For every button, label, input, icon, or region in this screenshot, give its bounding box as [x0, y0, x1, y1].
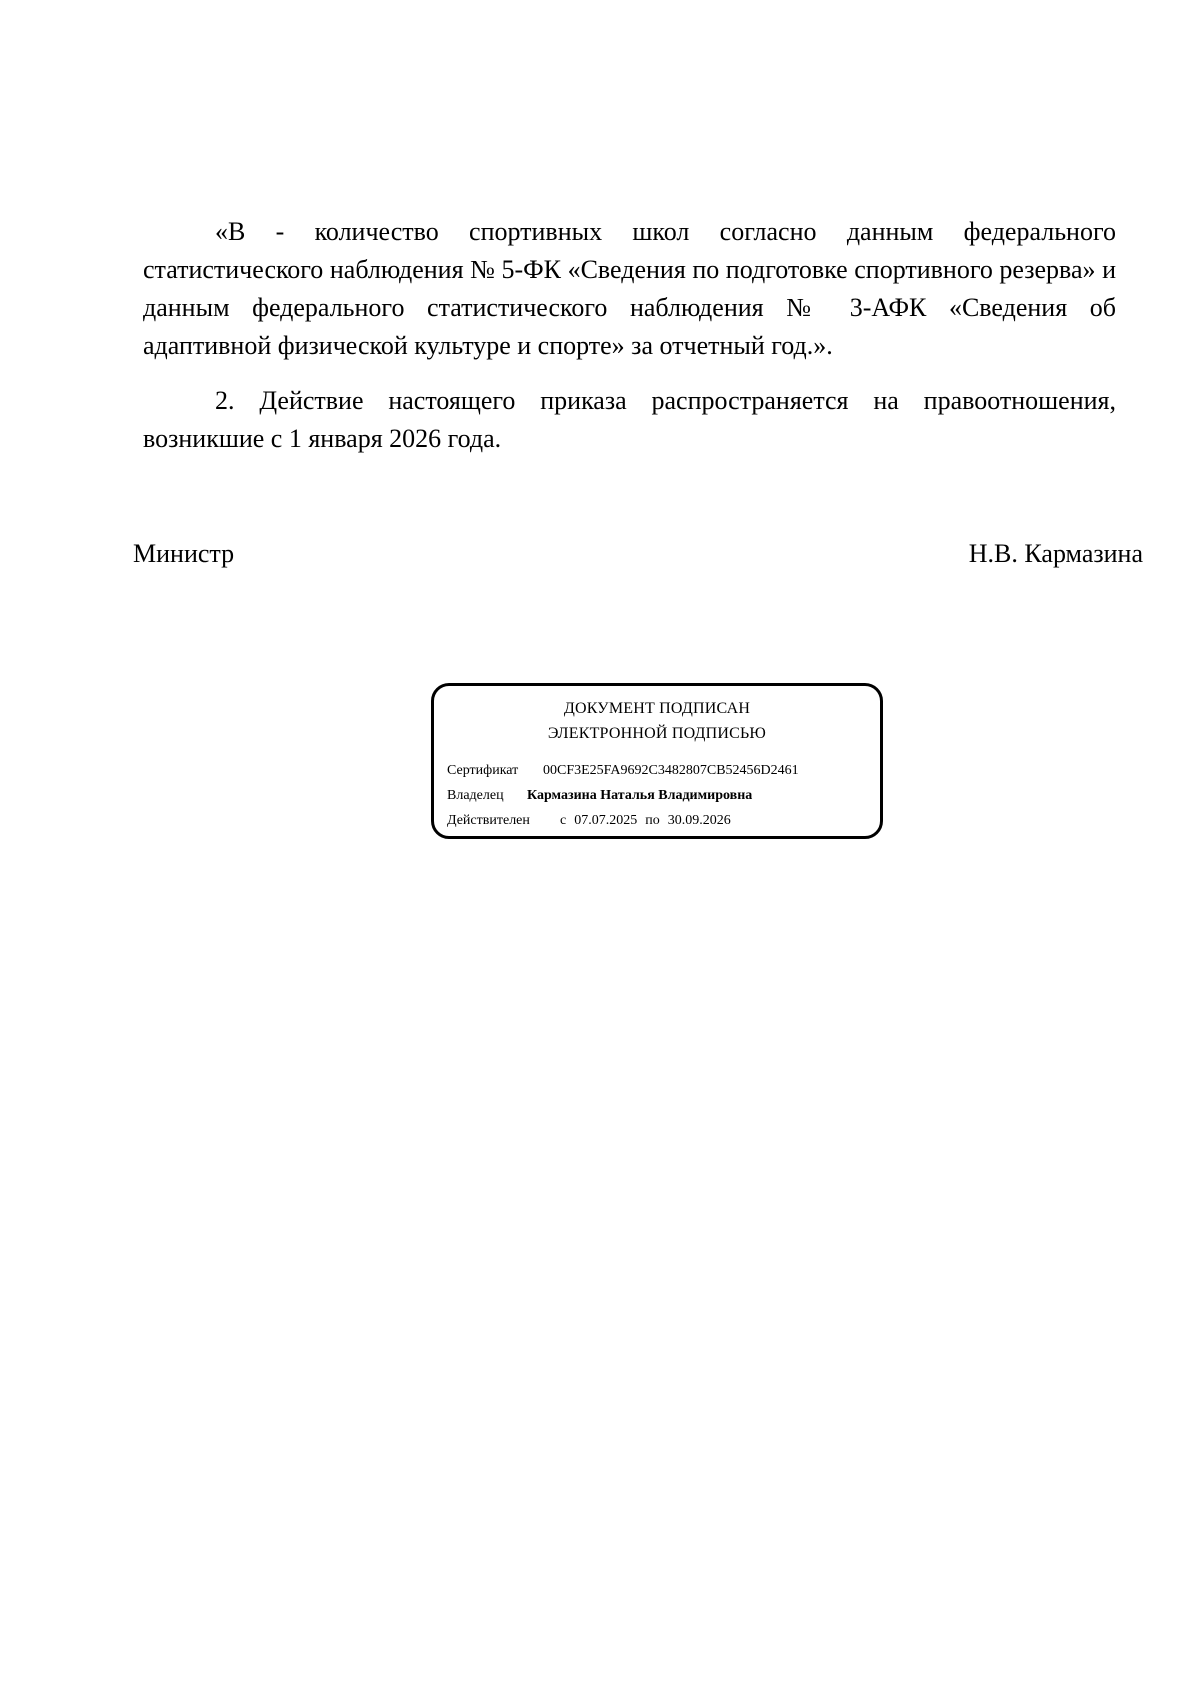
stamp-title-line-2: ЭЛЕКТРОННОЙ ПОДПИСЬЮ	[547, 725, 767, 742]
signatory-position: Министр	[133, 539, 235, 568]
valid-from-prefix: с	[560, 813, 567, 828]
certificate-value: 00CF3E25FA9692C3482807CB52456D2461	[543, 763, 799, 778]
stamp-owner-row	[447, 786, 752, 806]
paragraph-effective-date: 2. Действие настоящего приказа распространяется на правоотношения, возникшие с 1 января 2026 года.	[143, 386, 1116, 453]
owner-value: Кармазина Наталья Владимировна	[527, 788, 753, 803]
electronic-signature-stamp	[431, 683, 883, 839]
signatory-name: Н.В. Кармазина	[968, 539, 1143, 568]
paragraph-formula-definition: «В - количество спортивных школ согласно данным федерального статистического наблюдения № 5-ФК «Сведения по подготовке спортивного резерва» и данным федерального статистического наблюдения № 3-АФК «Сведения об адаптивной физической культуре и спорте» за отчетный год.».	[143, 217, 1116, 360]
owner-label: Владелец	[447, 788, 504, 803]
stamp-title-line-1: ДОКУМЕНТ ПОДПИСАН	[563, 700, 751, 717]
stamp-validity-row	[447, 811, 731, 831]
stamp-certificate-row	[447, 761, 799, 781]
valid-to-date: 30.09.2026	[667, 813, 731, 828]
certificate-label: Сертификат	[447, 763, 519, 778]
validity-label: Действителен	[447, 813, 530, 828]
valid-to-prefix: по	[645, 813, 660, 828]
valid-from-date: 07.07.2025	[574, 813, 638, 828]
